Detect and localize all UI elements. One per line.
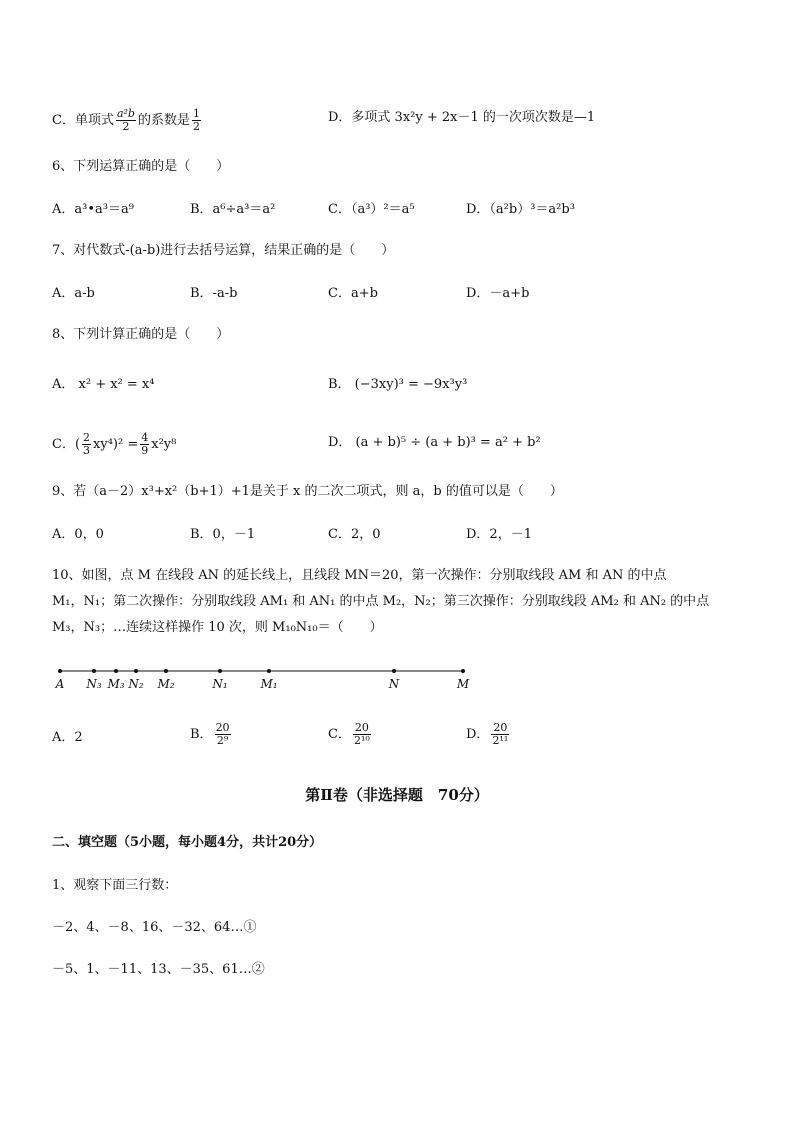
q8-c-fraction-1: $\frac{2}{3}$ (83, 431, 91, 457)
point-0-label: A (55, 677, 65, 691)
point-3-label: N₂ (128, 677, 144, 691)
q10-b-fraction: $\frac{20}{\text{2⁹}}$ (215, 721, 230, 747)
q7-stem: 7、对代数式-(a-b)进行去括号运算，结果正确的是（ ） (52, 243, 395, 258)
q10-stem-line1: 10、如图，点 M 在线段 AN 的延长线上，且线段 MN＝20，第一次操作：分别取线段 AM 和 AN 的中点 (52, 568, 667, 583)
q7-option-a: A．a-b (52, 286, 95, 301)
point-1-dot (92, 669, 96, 673)
point-4-dot (164, 669, 168, 673)
q5-c-prefix: C．单项式 (52, 113, 114, 128)
q9-option-d: D．2，－1 (466, 527, 532, 542)
part-2-title: 第Ⅱ卷（非选择题 70分） (305, 786, 489, 804)
q10-option-d: D． $\frac{20}{\text{2¹¹}}$ (466, 721, 509, 747)
q9-stem: 9、若（a－2）x³+x²（b+1）+1是关于 x 的二次二项式，则 a，b 的值可以是（ ） (52, 484, 563, 499)
point-8-dot (461, 669, 465, 673)
point-7-label: N (388, 677, 400, 691)
q9-option-b: B．0，－1 (190, 527, 256, 542)
q9-option-c: C．2，0 (328, 527, 381, 542)
q7-option-b: B．-a-b (190, 286, 238, 301)
q10-option-a: A．2 (52, 730, 83, 745)
fill-q1-stem: 1、观察下面三行数： (52, 878, 178, 893)
q6-stem: 6、下列运算正确的是（ ） (52, 159, 230, 174)
q5-c-answer-fraction: $\frac{1}{2}$ (192, 107, 200, 133)
point-1-label: N₃ (86, 677, 102, 691)
q7-option-d: D．－a+b (466, 286, 530, 301)
q8-c-fraction-2: $\frac{4}{9}$ (141, 431, 149, 457)
point-3-dot (134, 669, 138, 673)
q5-c-mid: 的系数是 (137, 113, 190, 128)
q10-stem-line3: M₃，N₃；…连续这样操作 10 次，则 M₁₀N₁₀＝（ ） (52, 620, 383, 635)
q6-option-c: C．（a³）²＝a⁵ (328, 202, 415, 217)
q6-option-a: A．a³•a³＝a⁹ (52, 202, 134, 217)
point-6-dot (267, 669, 271, 673)
q8-option-b: B． (−3xy)³ = −9x³y³ (328, 377, 468, 392)
sequence-row-2: －5、1、－11、13、－35、61…② (52, 962, 265, 977)
point-6-label: M₁ (260, 677, 278, 691)
point-0-dot (58, 669, 62, 673)
q9-option-a: A．0，0 (52, 527, 104, 542)
point-2-label: M₃ (107, 677, 125, 691)
q7-option-c: C．a+b (328, 286, 378, 301)
q6-option-d: D．（a²b）³＝a²b³ (466, 202, 575, 217)
point-8-label: M (456, 677, 470, 691)
point-5-label: N₁ (212, 677, 228, 691)
q5-option-c (52, 108, 203, 133)
q8-option-a: A． x² + x² = x⁴ (52, 377, 155, 392)
q10-option-b: B． $\frac{20}{\text{2⁹}}$ (190, 721, 230, 747)
q10-option-c: C． $\frac{20}{\text{2¹⁰}}$ (328, 721, 370, 747)
q10-d-fraction: $\frac{20}{\text{2¹¹}}$ (492, 721, 509, 747)
q5-option-d: D．多项式 3x²y + 2x－1 的一次项次数是—1 (328, 110, 596, 125)
q5-c-fraction: $\frac{\text{a²b}}{2}$ (116, 107, 135, 133)
q6-option-b: B．a⁶÷a³＝a² (190, 202, 276, 217)
q8-option-d: D． (a + b)⁵ ÷ (a + b)³ = a² + b² (328, 435, 541, 450)
point-7-dot (392, 669, 396, 673)
q8-stem: 8、下列计算正确的是（ ） (52, 327, 230, 342)
point-2-dot (114, 669, 118, 673)
section-fill-in-title: 二、填空题（5小题，每小题4分，共计20分） (52, 835, 323, 850)
segment-diagram (40, 660, 490, 700)
q8-option-c: C．( $\frac{2}{3}$ xy⁴)² = $\frac{4}{9}$ x²y⁸ (52, 431, 177, 457)
sequence-row-1: －2、4、－8、16、－32、64…① (52, 920, 257, 935)
point-4-label: M₂ (157, 677, 175, 691)
point-5-dot (218, 669, 222, 673)
q10-stem-line2: M₁，N₁；第二次操作：分别取线段 AM₁ 和 AN₁ 的中点 M₂，N₂；第三次操作：分别取线段 AM₂ 和 AN₂ 的中点 (52, 594, 710, 609)
q10-c-fraction: $\frac{20}{\text{2¹⁰}}$ (353, 721, 370, 747)
